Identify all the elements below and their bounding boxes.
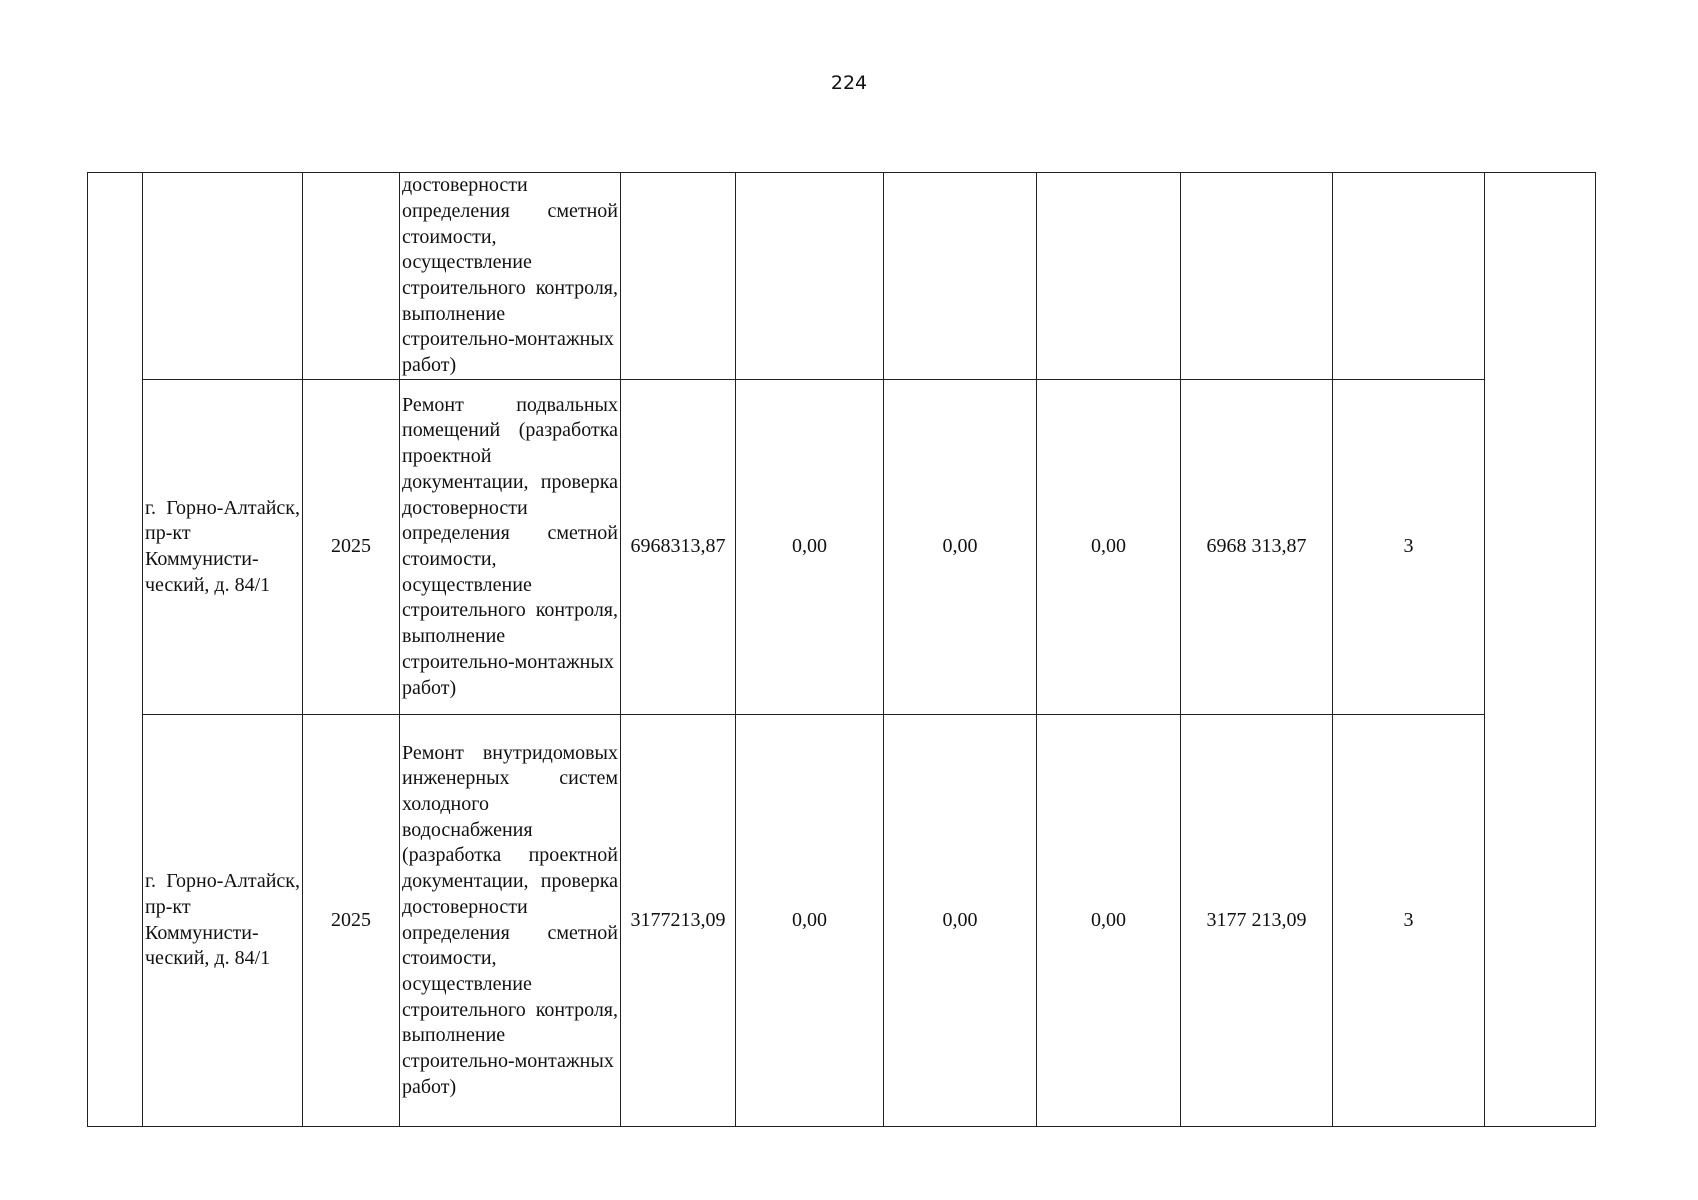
address-cell — [143, 715, 303, 1127]
table-row — [88, 380, 1596, 715]
owners-funds-cell — [1181, 173, 1333, 380]
year-cell: 2025 — [303, 380, 400, 715]
local-budget-cell: 0,00 — [1037, 380, 1181, 715]
year-cell — [303, 173, 400, 380]
stage-cell — [1333, 173, 1485, 380]
total-cost-cell: 3177213,09 — [621, 715, 736, 1127]
fund-cell: 0,00 — [736, 715, 884, 1127]
owners-funds-cell: 6968 313,87 — [1181, 380, 1333, 715]
address-cell — [143, 380, 303, 715]
table-row — [88, 173, 1596, 380]
total-cost-cell: 6968313,87 — [621, 380, 736, 715]
stage-cell: 3 — [1333, 715, 1485, 1127]
capital-repair-table — [87, 172, 1596, 1127]
page-number: 224 — [830, 72, 868, 94]
address-cell — [143, 173, 303, 380]
description-cell: Ремонт подвальных помещений (разработка проектной документации, проверка достоверности определения сметной стоимости, осуществление строительного контроля, выполнение строительно-монтажных работ) — [400, 380, 621, 715]
stage-cell: 3 — [1333, 380, 1485, 715]
local-budget-cell: 0,00 — [1037, 715, 1181, 1127]
total-cost-cell — [621, 173, 736, 380]
fund-cell — [736, 173, 884, 380]
notes-cell — [1485, 173, 1596, 1127]
address-text: г. Горно-Алтайск, пр-кт Коммунисти-ческий, д. 84/1 — [145, 870, 300, 970]
row-number-cell — [88, 173, 143, 1127]
table-row — [88, 715, 1596, 1127]
owners-funds-cell: 3177 213,09 — [1181, 715, 1333, 1127]
fund-cell: 0,00 — [736, 380, 884, 715]
description-cell: достоверности определения сметной стоимости, осуществление строительного контроля, выполнение строительно-монтажных работ) — [400, 173, 621, 380]
regional-budget-cell: 0,00 — [884, 715, 1037, 1127]
regional-budget-cell: 0,00 — [884, 380, 1037, 715]
regional-budget-cell — [884, 173, 1037, 380]
description-cell: Ремонт внутридомовых инженерных систем холодного водоснабжения (разработка проектной документации, проверка достоверности определения сметной стоимости, осуществление строительного контроля, выполнение строительно-монтажных работ) — [400, 715, 621, 1127]
year-cell: 2025 — [303, 715, 400, 1127]
local-budget-cell — [1037, 173, 1181, 380]
address-text: г. Горно-Алтайск, пр-кт Коммунисти-ческий, д. 84/1 — [145, 496, 300, 596]
